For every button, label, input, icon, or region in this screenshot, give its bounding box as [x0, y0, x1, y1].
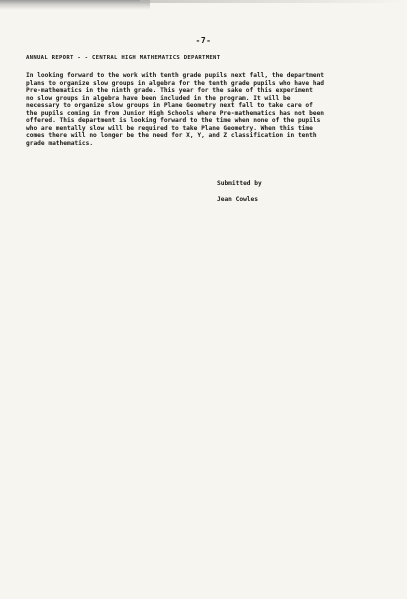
body-line: offered. This department is looking forward to the time when none of the pupils	[26, 117, 321, 125]
scan-edge-artifact-right	[140, 0, 407, 3]
body-line: the pupils coming in from Junior High Schools where Pre-mathematics has not been	[26, 109, 325, 117]
scan-edge-artifact	[0, 0, 150, 10]
report-body	[26, 72, 396, 147]
body-line: comes there will no longer be the need for X, Y, and Z classification in tenth	[26, 132, 317, 140]
body-line: necessary to organize slow groups in Plane Geometry next fall to take care of	[26, 102, 313, 110]
body-line: plans to organize slow groups in algebra for the tenth grade pupils who have had	[26, 79, 325, 87]
report-heading: ANNUAL REPORT - - CENTRAL HIGH MATHEMATICS DEPARTMENT	[26, 55, 221, 61]
body-line: In looking forward to the work with tenth grade pupils next fall, the department	[26, 72, 325, 79]
submitted-by-label: Submitted by	[217, 180, 262, 187]
page-number: -7-	[195, 36, 212, 45]
submitter-name: Jean Cowles	[217, 196, 258, 203]
body-line: who are mentally slow will be required to take Plane Geometry. When this time	[26, 124, 313, 132]
body-line: grade mathematics.	[26, 139, 94, 147]
body-line: Pre-mathematics in the ninth grade. This year for the sake of this experiment	[26, 87, 313, 95]
body-line: no slow groups in algebra have been included in the program. It will be	[26, 94, 291, 102]
